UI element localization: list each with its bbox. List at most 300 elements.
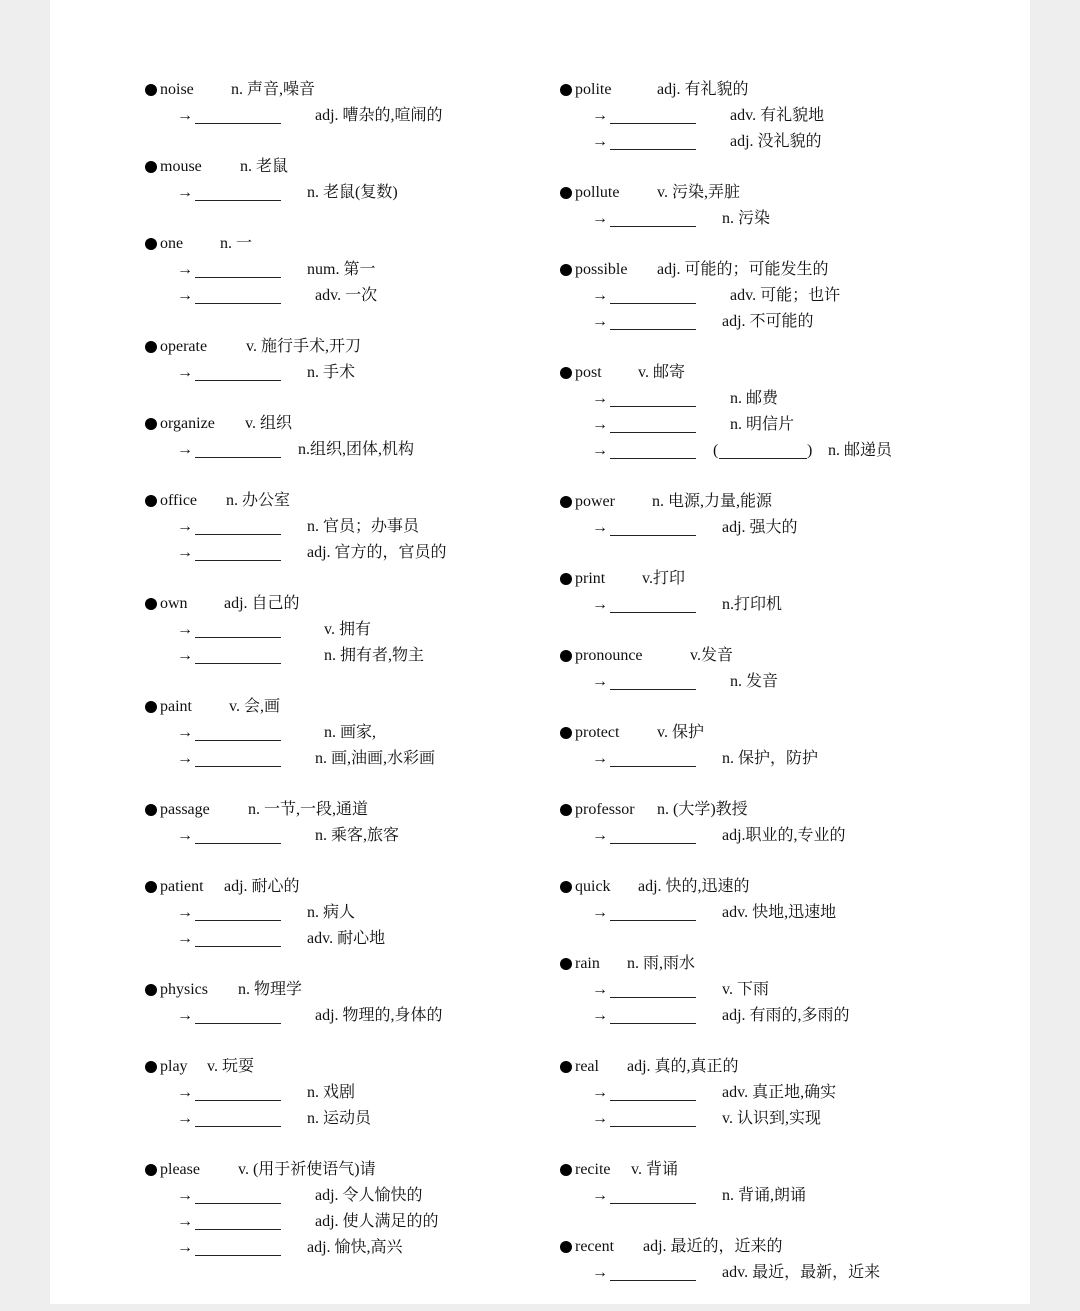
arrow-symbol: → <box>177 647 193 664</box>
bullet-icon <box>145 984 157 996</box>
derivative-meaning: adj. 强大的 <box>722 519 798 536</box>
derivative-meaning: adj. 嘈杂的,喧闹的 <box>315 107 443 124</box>
vocab-entry-noise <box>145 77 565 129</box>
arrow-symbol: → <box>592 107 608 124</box>
headword-meaning: adj. 有礼貌的 <box>657 81 749 98</box>
derivative-row <box>560 823 980 849</box>
derivative-row <box>145 514 565 540</box>
answer-blank <box>195 920 281 921</box>
arrow-symbol: → <box>592 750 608 767</box>
derivative-row <box>560 669 980 695</box>
derivative-meaning: adv. 耐心地 <box>307 930 386 947</box>
answer-blank <box>195 1100 281 1101</box>
answer-blank <box>195 637 281 638</box>
derivative-meaning: adj. 官方的，官员的 <box>307 544 447 561</box>
bullet-icon <box>560 367 572 379</box>
arrow-symbol: → <box>592 442 608 459</box>
answer-blank <box>610 303 696 304</box>
derivative-row <box>560 515 980 541</box>
vocab-entry-post <box>560 360 980 464</box>
vocab-entry-paint <box>145 694 565 772</box>
arrow-symbol: → <box>592 1187 608 1204</box>
headword-meaning: adj. 最近的，近来的 <box>643 1238 783 1255</box>
entry-head <box>145 694 565 720</box>
derivative-row <box>560 1106 980 1132</box>
derivative-meaning: num. 第一 <box>307 261 376 278</box>
bullet-icon <box>145 804 157 816</box>
vocab-entry-play <box>145 1054 565 1132</box>
answer-blank <box>610 123 696 124</box>
derivative-row <box>145 1209 565 1235</box>
vocab-entry-please <box>145 1157 565 1261</box>
vocab-entry-polite <box>560 77 980 155</box>
arrow-symbol: → <box>592 287 608 304</box>
arrow-symbol: → <box>592 1110 608 1127</box>
headword: quick <box>575 878 611 895</box>
answer-blank <box>610 1100 696 1101</box>
derivative-row <box>145 926 565 952</box>
derivative-row <box>145 1183 565 1209</box>
headword-meaning: n. (大学)教授 <box>657 801 748 818</box>
vocab-entry-power <box>560 489 980 541</box>
vocab-entry-organize <box>145 411 565 463</box>
derivative-row <box>145 257 565 283</box>
arrow-symbol: → <box>592 210 608 227</box>
bullet-icon <box>145 1164 157 1176</box>
entry-head <box>560 1054 980 1080</box>
headword: play <box>160 1058 188 1075</box>
bullet-icon <box>145 341 157 353</box>
entry-head <box>560 1234 980 1260</box>
vocab-entry-print <box>560 566 980 618</box>
answer-blank <box>195 380 281 381</box>
headword-meaning: adj. 真的,真正的 <box>627 1058 739 1075</box>
arrow-symbol: → <box>177 1084 193 1101</box>
derivative-meaning: n. 画,油画,水彩画 <box>315 750 436 767</box>
answer-blank <box>610 226 696 227</box>
derivative-meaning: adj. 物理的,身体的 <box>315 1007 443 1024</box>
answer-blank <box>610 843 696 844</box>
arrow-symbol: → <box>177 1110 193 1127</box>
headword: please <box>160 1161 200 1178</box>
derivative-row <box>560 746 980 772</box>
entry-head <box>145 77 565 103</box>
derivative-row <box>145 360 565 386</box>
headword-meaning: n. 电源,力量,能源 <box>652 493 773 510</box>
derivative-meaning: n. 运动员 <box>307 1110 372 1127</box>
arrow-symbol: → <box>177 1239 193 1256</box>
headword-meaning: v. 会,画 <box>229 698 280 715</box>
derivative-meaning: n. 发音 <box>730 673 779 690</box>
arrow-symbol: → <box>177 1213 193 1230</box>
headword: recite <box>575 1161 611 1178</box>
headword: pollute <box>575 184 620 201</box>
bullet-icon <box>560 573 572 585</box>
entry-head <box>560 566 980 592</box>
headword: organize <box>160 415 215 432</box>
headword: physics <box>160 981 208 998</box>
answer-blank <box>195 843 281 844</box>
derivative-meaning: adj. 没礼貌的 <box>730 133 822 150</box>
derivative-meaning: adj. 不可能的 <box>722 313 814 330</box>
derivative-row <box>145 1106 565 1132</box>
arrow-symbol: → <box>592 1264 608 1281</box>
entry-head <box>145 1157 565 1183</box>
answer-blank <box>610 689 696 690</box>
headword: patient <box>160 878 204 895</box>
headword: print <box>575 570 606 587</box>
headword-meaning: n. 物理学 <box>238 981 303 998</box>
derivative-meaning: v. 拥有 <box>324 621 371 638</box>
entry-head <box>145 874 565 900</box>
arrow-symbol: → <box>177 930 193 947</box>
derivative-meaning: adv. 真正地,确实 <box>722 1084 837 1101</box>
open-paren: ( <box>713 442 719 459</box>
derivative-meaning: adv. 最近，最新，近来 <box>722 1264 881 1281</box>
headword: operate <box>160 338 208 355</box>
entry-head <box>145 334 565 360</box>
bullet-icon <box>145 598 157 610</box>
close-paren: ) <box>807 442 813 459</box>
bullet-icon <box>145 84 157 96</box>
derivative-row <box>145 617 565 643</box>
bullet-icon <box>560 650 572 662</box>
headword-meaning: adj. 快的,迅速的 <box>638 878 750 895</box>
derivative-row <box>145 1003 565 1029</box>
arrow-symbol: → <box>592 416 608 433</box>
arrow-symbol: → <box>592 133 608 150</box>
answer-blank <box>610 458 696 459</box>
answer-blank <box>195 663 281 664</box>
derivative-row <box>560 1260 980 1286</box>
derivative-row <box>145 540 565 566</box>
derivative-meaning: n. 明信片 <box>730 416 795 433</box>
arrow-symbol: → <box>177 441 193 458</box>
arrow-symbol: → <box>592 390 608 407</box>
derivative-row <box>145 746 565 772</box>
answer-blank <box>195 1126 281 1127</box>
entry-head <box>560 951 980 977</box>
headword-meaning: v.发音 <box>690 647 733 664</box>
headword-meaning: adj. 自己的 <box>224 595 300 612</box>
headword: own <box>160 595 188 612</box>
derivative-row <box>560 412 980 438</box>
vocab-entry-possible <box>560 257 980 335</box>
arrow-symbol: → <box>592 1007 608 1024</box>
answer-blank <box>195 303 281 304</box>
answer-blank <box>610 1126 696 1127</box>
entry-head <box>145 797 565 823</box>
answer-blank <box>195 1203 281 1204</box>
answer-blank <box>610 329 696 330</box>
answer-blank <box>610 997 696 998</box>
answer-blank <box>195 457 281 458</box>
headword-meaning: v. 组织 <box>245 415 292 432</box>
derivative-meaning: n.组织,团体,机构 <box>298 441 415 458</box>
derivative-row <box>145 900 565 926</box>
entry-head <box>145 977 565 1003</box>
arrow-symbol: → <box>177 1187 193 1204</box>
derivative-row <box>145 720 565 746</box>
arrow-symbol: → <box>592 827 608 844</box>
headword-meaning: n. 老鼠 <box>240 158 289 175</box>
headword-meaning: n. 声音,噪音 <box>231 81 316 98</box>
arrow-symbol: → <box>592 313 608 330</box>
bullet-icon <box>145 418 157 430</box>
headword: rain <box>575 955 600 972</box>
headword: one <box>160 235 184 252</box>
derivative-row <box>145 643 565 669</box>
vocab-entry-professor <box>560 797 980 849</box>
entry-head <box>560 360 980 386</box>
vocab-entry-recent <box>560 1234 980 1286</box>
answer-blank <box>610 432 696 433</box>
bullet-icon <box>560 804 572 816</box>
answer-blank <box>195 766 281 767</box>
vocab-column-left <box>145 77 565 1286</box>
answer-blank <box>195 534 281 535</box>
bullet-icon <box>560 958 572 970</box>
answer-blank <box>195 740 281 741</box>
bullet-icon <box>560 84 572 96</box>
derivative-meaning: adj. 使人满足的的 <box>315 1213 439 1230</box>
arrow-symbol: → <box>177 261 193 278</box>
headword-meaning: v. 背诵 <box>631 1161 678 1178</box>
derivative-row <box>560 438 980 464</box>
answer-blank <box>610 920 696 921</box>
arrow-symbol: → <box>177 724 193 741</box>
headword-meaning: adj. 耐心的 <box>224 878 300 895</box>
bullet-icon <box>145 161 157 173</box>
derivative-row <box>560 1183 980 1209</box>
arrow-symbol: → <box>177 621 193 638</box>
headword-meaning: v. 邮寄 <box>638 364 685 381</box>
arrow-symbol: → <box>592 673 608 690</box>
vocab-entry-recite <box>560 1157 980 1209</box>
arrow-symbol: → <box>592 519 608 536</box>
answer-blank <box>610 1280 696 1281</box>
derivative-meaning: n. 拥有者,物主 <box>324 647 425 664</box>
headword: professor <box>575 801 635 818</box>
derivative-meaning: adj. 愉快,高兴 <box>307 1239 403 1256</box>
derivative-meaning: n. 污染 <box>722 210 771 227</box>
derivative-row <box>145 1235 565 1261</box>
headword-meaning: n. 办公室 <box>226 492 291 509</box>
arrow-symbol: → <box>592 596 608 613</box>
headword-meaning: v. (用于祈使语气)请 <box>238 1161 376 1178</box>
entry-head <box>145 1054 565 1080</box>
answer-blank <box>610 1023 696 1024</box>
arrow-symbol: → <box>592 1084 608 1101</box>
derivative-row <box>560 900 980 926</box>
derivative-meaning: adv. 有礼貌地 <box>730 107 825 124</box>
answer-blank <box>195 200 281 201</box>
derivative-row <box>560 386 980 412</box>
bullet-icon <box>560 1241 572 1253</box>
answer-blank <box>610 766 696 767</box>
vocab-entry-rain <box>560 951 980 1029</box>
bullet-icon <box>560 881 572 893</box>
vocab-entry-protect <box>560 720 980 772</box>
arrow-symbol: → <box>177 287 193 304</box>
derivative-meaning: n. 手术 <box>307 364 356 381</box>
entry-head <box>145 154 565 180</box>
answer-blank <box>195 277 281 278</box>
entry-head <box>560 720 980 746</box>
bullet-icon <box>145 701 157 713</box>
bullet-icon <box>560 1061 572 1073</box>
bullet-icon <box>145 238 157 250</box>
headword-meaning: v. 玩耍 <box>207 1058 254 1075</box>
headword-meaning: adj. 可能的；可能发生的 <box>657 261 829 278</box>
bullet-icon <box>145 881 157 893</box>
headword-meaning: v. 污染,弄脏 <box>657 184 740 201</box>
derivative-row <box>145 1080 565 1106</box>
entry-head <box>145 411 565 437</box>
derivative-meaning: n.打印机 <box>722 596 783 613</box>
derivative-row <box>145 823 565 849</box>
derivative-meaning: adj. 有雨的,多雨的 <box>722 1007 850 1024</box>
entry-head <box>560 874 980 900</box>
bullet-icon <box>560 187 572 199</box>
derivative-meaning: n. 邮递员 <box>828 442 893 459</box>
arrow-symbol: → <box>592 981 608 998</box>
headword: recent <box>575 1238 615 1255</box>
derivative-meaning: adv. 快地,迅速地 <box>722 904 837 921</box>
arrow-symbol: → <box>177 904 193 921</box>
answer-blank <box>195 123 281 124</box>
derivative-meaning: adv. 可能；也许 <box>730 287 841 304</box>
derivative-meaning: n. 老鼠(复数) <box>307 184 398 201</box>
vocab-entry-patient <box>145 874 565 952</box>
arrow-symbol: → <box>177 544 193 561</box>
derivative-row <box>145 180 565 206</box>
bullet-icon <box>145 1061 157 1073</box>
answer-blank-in-parens <box>719 458 807 459</box>
entry-head <box>560 257 980 283</box>
arrow-symbol: → <box>177 184 193 201</box>
derivative-meaning: n. 乘客,旅客 <box>315 827 400 844</box>
arrow-symbol: → <box>177 750 193 767</box>
derivative-row <box>560 309 980 335</box>
headword: office <box>160 492 198 509</box>
headword-meaning: v.打印 <box>642 570 685 587</box>
headword: possible <box>575 261 628 278</box>
derivative-meaning: n. 背诵,朗诵 <box>722 1187 807 1204</box>
derivative-row <box>560 206 980 232</box>
derivative-meaning: n. 戏剧 <box>307 1084 356 1101</box>
arrow-symbol: → <box>177 827 193 844</box>
answer-blank <box>610 612 696 613</box>
bullet-icon <box>560 1164 572 1176</box>
headword-meaning: n. 一节,一段,通道 <box>248 801 369 818</box>
headword: pronounce <box>575 647 643 664</box>
headword: passage <box>160 801 210 818</box>
arrow-symbol: → <box>177 1007 193 1024</box>
vocab-entry-office <box>145 488 565 566</box>
vocab-entry-operate <box>145 334 565 386</box>
answer-blank <box>610 149 696 150</box>
derivative-meaning: n. 病人 <box>307 904 356 921</box>
bullet-icon <box>560 727 572 739</box>
entry-head <box>145 231 565 257</box>
derivative-meaning: adj. 令人愉快的 <box>315 1187 423 1204</box>
vocab-entry-own <box>145 591 565 669</box>
derivative-row <box>560 283 980 309</box>
bullet-icon <box>560 496 572 508</box>
answer-blank <box>610 535 696 536</box>
vocab-entry-quick <box>560 874 980 926</box>
vocab-column-right <box>560 77 980 1311</box>
derivative-meaning: n. 保护，防护 <box>722 750 819 767</box>
headword: noise <box>160 81 194 98</box>
entry-head <box>560 1157 980 1183</box>
derivative-meaning: n. 官员；办事员 <box>307 518 420 535</box>
entry-head <box>145 591 565 617</box>
headword: polite <box>575 81 612 98</box>
entry-head <box>560 180 980 206</box>
vocab-entry-mouse <box>145 154 565 206</box>
headword: power <box>575 493 615 510</box>
derivative-row <box>560 103 980 129</box>
derivative-meaning: v. 下雨 <box>722 981 769 998</box>
entry-head <box>145 488 565 514</box>
arrow-symbol: → <box>177 107 193 124</box>
vocab-entry-passage <box>145 797 565 849</box>
arrow-symbol: → <box>177 364 193 381</box>
bullet-icon <box>560 264 572 276</box>
arrow-symbol: → <box>592 904 608 921</box>
vocab-entry-pollute <box>560 180 980 232</box>
arrow-symbol: → <box>177 518 193 535</box>
derivative-meaning: v. 认识到,实现 <box>722 1110 821 1127</box>
bullet-icon <box>145 495 157 507</box>
headword: mouse <box>160 158 202 175</box>
derivative-meaning: adj.职业的,专业的 <box>722 827 846 844</box>
derivative-row <box>145 103 565 129</box>
headword-meaning: v. 保护 <box>657 724 704 741</box>
answer-blank <box>195 560 281 561</box>
entry-head <box>560 643 980 669</box>
answer-blank <box>195 1229 281 1230</box>
answer-blank <box>610 1203 696 1204</box>
derivative-row <box>560 129 980 155</box>
derivative-row <box>560 1080 980 1106</box>
headword: real <box>575 1058 599 1075</box>
answer-blank <box>195 1255 281 1256</box>
answer-blank <box>195 946 281 947</box>
answer-blank <box>610 406 696 407</box>
answer-blank <box>195 1023 281 1024</box>
headword-meaning: v. 施行手术,开刀 <box>246 338 361 355</box>
entry-head <box>560 77 980 103</box>
derivative-row <box>560 592 980 618</box>
derivative-meaning: n. 邮费 <box>730 390 779 407</box>
derivative-row <box>560 977 980 1003</box>
derivative-meaning: adv. 一次 <box>315 287 378 304</box>
derivative-row <box>145 437 565 463</box>
headword: protect <box>575 724 620 741</box>
entry-head <box>560 489 980 515</box>
headword: post <box>575 364 602 381</box>
headword: paint <box>160 698 192 715</box>
derivative-meaning: n. 画家, <box>324 724 377 741</box>
derivative-row <box>145 283 565 309</box>
vocab-entry-pronounce <box>560 643 980 695</box>
vocab-entry-real <box>560 1054 980 1132</box>
headword-meaning: n. 雨,雨水 <box>627 955 696 972</box>
vocab-entry-physics <box>145 977 565 1029</box>
